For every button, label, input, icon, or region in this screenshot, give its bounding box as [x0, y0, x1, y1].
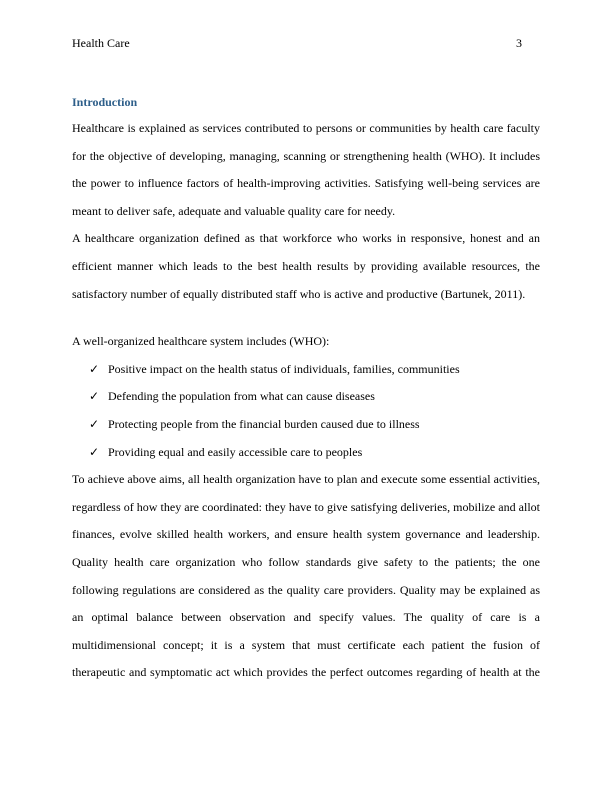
- list-item-text: Defending the population from what can cause diseases: [108, 389, 375, 404]
- paragraph-3: [72, 466, 540, 687]
- paragraph-line: A healthcare organization defined as that workforce who works in responsive, honest and an: [72, 231, 540, 246]
- paragraph-line: satisfactory number of equally distributed staff who is active and productive (Bartunek, 2011).: [72, 286, 526, 301]
- document-body: [72, 94, 540, 687]
- list-item-text: Protecting people from the financial burden caused due to illness: [108, 416, 420, 431]
- running-header-title: Health Care: [72, 36, 130, 50]
- spacer: [72, 308, 540, 328]
- paragraph-line: efficient manner which leads to the best health results by providing available resources, the: [72, 258, 540, 273]
- checkmark-icon: ✓: [89, 361, 100, 376]
- paragraph-line: Quality health care organization who follow standards give safety to the patients; the one: [72, 554, 540, 569]
- paragraph-line: multidimensional concept; it is a system that must certificate each patient the fusion of: [72, 637, 540, 652]
- paragraph-line: regardless of how they are coordinated: they have to give satisfying deliveries, mobilize and allot: [72, 499, 540, 514]
- paragraph-line: meant to deliver safe, adequate and valuable quality care for needy.: [72, 203, 396, 218]
- list-item-text: Positive impact on the health status of individuals, families, communities: [108, 361, 460, 376]
- paragraph-line: To achieve above aims, all health organization have to plan and execute some essential activities,: [72, 472, 540, 487]
- paragraph-line: the power to influence factors of health-improving activities. Satisfying well-being services are: [72, 176, 540, 191]
- paragraph-line: Healthcare is explained as services contributed to persons or communities by health care faculty: [72, 121, 540, 135]
- paragraph-line: an optimal balance between observation and specify values. The quality of care is a: [72, 610, 540, 625]
- list-item: [89, 356, 540, 384]
- checkmark-icon: ✓: [89, 389, 100, 404]
- page-number: 3: [516, 36, 522, 50]
- list-item-text: Providing equal and easily accessible care to peoples: [108, 444, 363, 459]
- checkmark-icon: ✓: [89, 416, 100, 431]
- paragraph-line: finances, evolve skilled health workers, and ensure health system governance and leadership.: [72, 527, 540, 542]
- list-item: [89, 411, 540, 439]
- paragraph-line: for the objective of developing, managing, scanning or strengthening health (WHO). It includes: [72, 148, 540, 163]
- paragraph-1: [72, 115, 540, 225]
- paragraph-line: following regulations are considered as the quality care providers. Quality may be explained as: [72, 582, 540, 597]
- list-intro: A well-organized healthcare system includes (WHO):: [72, 334, 330, 349]
- checklist: [72, 356, 540, 466]
- list-item: [89, 383, 540, 411]
- section-heading: Introduction: [72, 95, 138, 109]
- checkmark-icon: ✓: [89, 444, 100, 459]
- list-item: [89, 439, 540, 467]
- paragraph-line: therapeutic and symptomatic act which provides the perfect outcomes regarding of health at the: [72, 665, 540, 680]
- paragraph-2: [72, 225, 540, 308]
